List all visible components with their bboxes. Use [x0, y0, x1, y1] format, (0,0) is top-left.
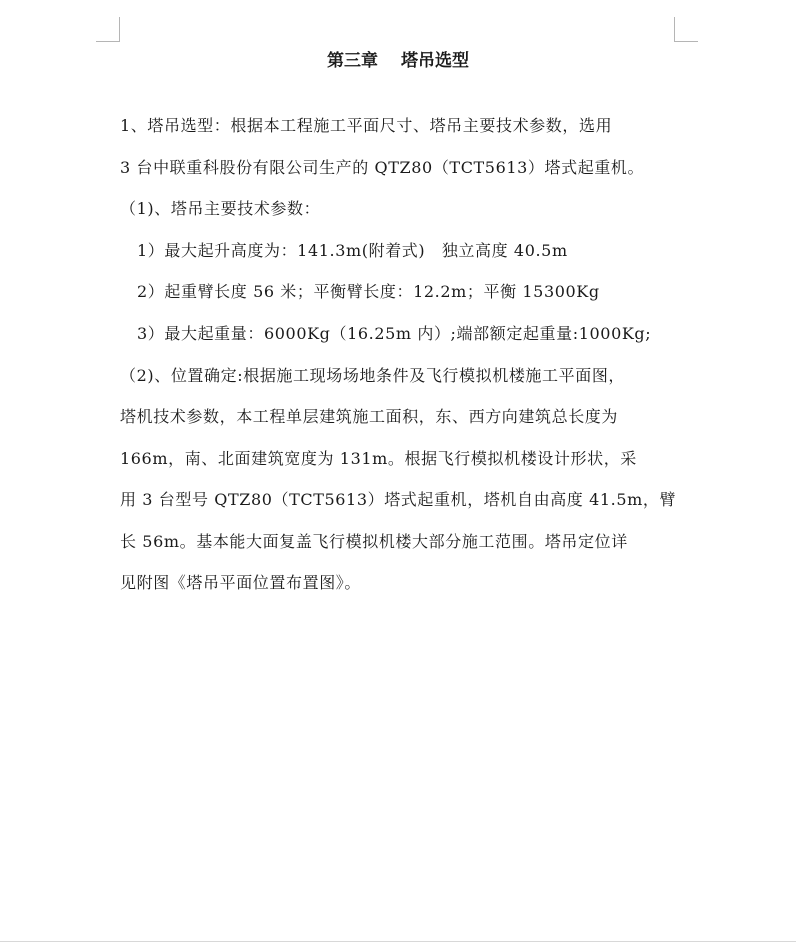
- paragraph-line-12: 见附图《塔吊平面位置布置图》。: [120, 573, 362, 592]
- paragraph-line-2: 3 台中联重科股份有限公司生产的 QTZ80（TCT5613）塔式起重机。: [120, 158, 645, 177]
- paragraph-line-11: 长 56m。基本能大面复盖飞行模拟机楼大部分施工范围。塔吊定位详: [120, 532, 628, 551]
- paragraph-line-1: 1、塔吊选型：根据本工程施工平面尺寸、塔吊主要技术参数，选用: [120, 116, 613, 135]
- section-heading-params: （1)、塔吊主要技术参数：: [120, 199, 321, 218]
- crop-mark-top-right: [674, 41, 698, 42]
- paragraph-line-8: 塔机技术参数，本工程单层建筑施工面积，东、西方向建筑总长度为: [120, 407, 619, 426]
- param-item-1: 1）最大起升高度为：141.3m(附着式) 独立高度 40.5m: [137, 241, 568, 260]
- param-item-2: 2）起重臂长度 56 米；平衡臂长度：12.2m；平衡 15300Kg: [137, 282, 600, 301]
- crop-mark-top-left-vertical: [119, 17, 120, 42]
- crop-mark-top-left: [96, 41, 120, 42]
- chapter-title: 第三章 塔吊选型: [327, 51, 469, 71]
- section-heading-position: （2)、位置确定:根据施工现场场地条件及飞行模拟机楼施工平面图，: [120, 366, 626, 385]
- page-bottom-edge: [0, 941, 796, 942]
- paragraph-line-9: 166m，南、北面建筑宽度为 131m。根据飞行模拟机楼设计形状，采: [120, 449, 637, 468]
- param-item-3: 3）最大起重量：6000Kg（16.25m 内）;端部额定起重量:1000Kg;: [137, 324, 652, 343]
- crop-mark-top-right-vertical: [674, 17, 675, 42]
- paragraph-line-10: 用 3 台型号 QTZ80（TCT5613）塔式起重机，塔机自由高度 41.5m，臂: [120, 490, 677, 509]
